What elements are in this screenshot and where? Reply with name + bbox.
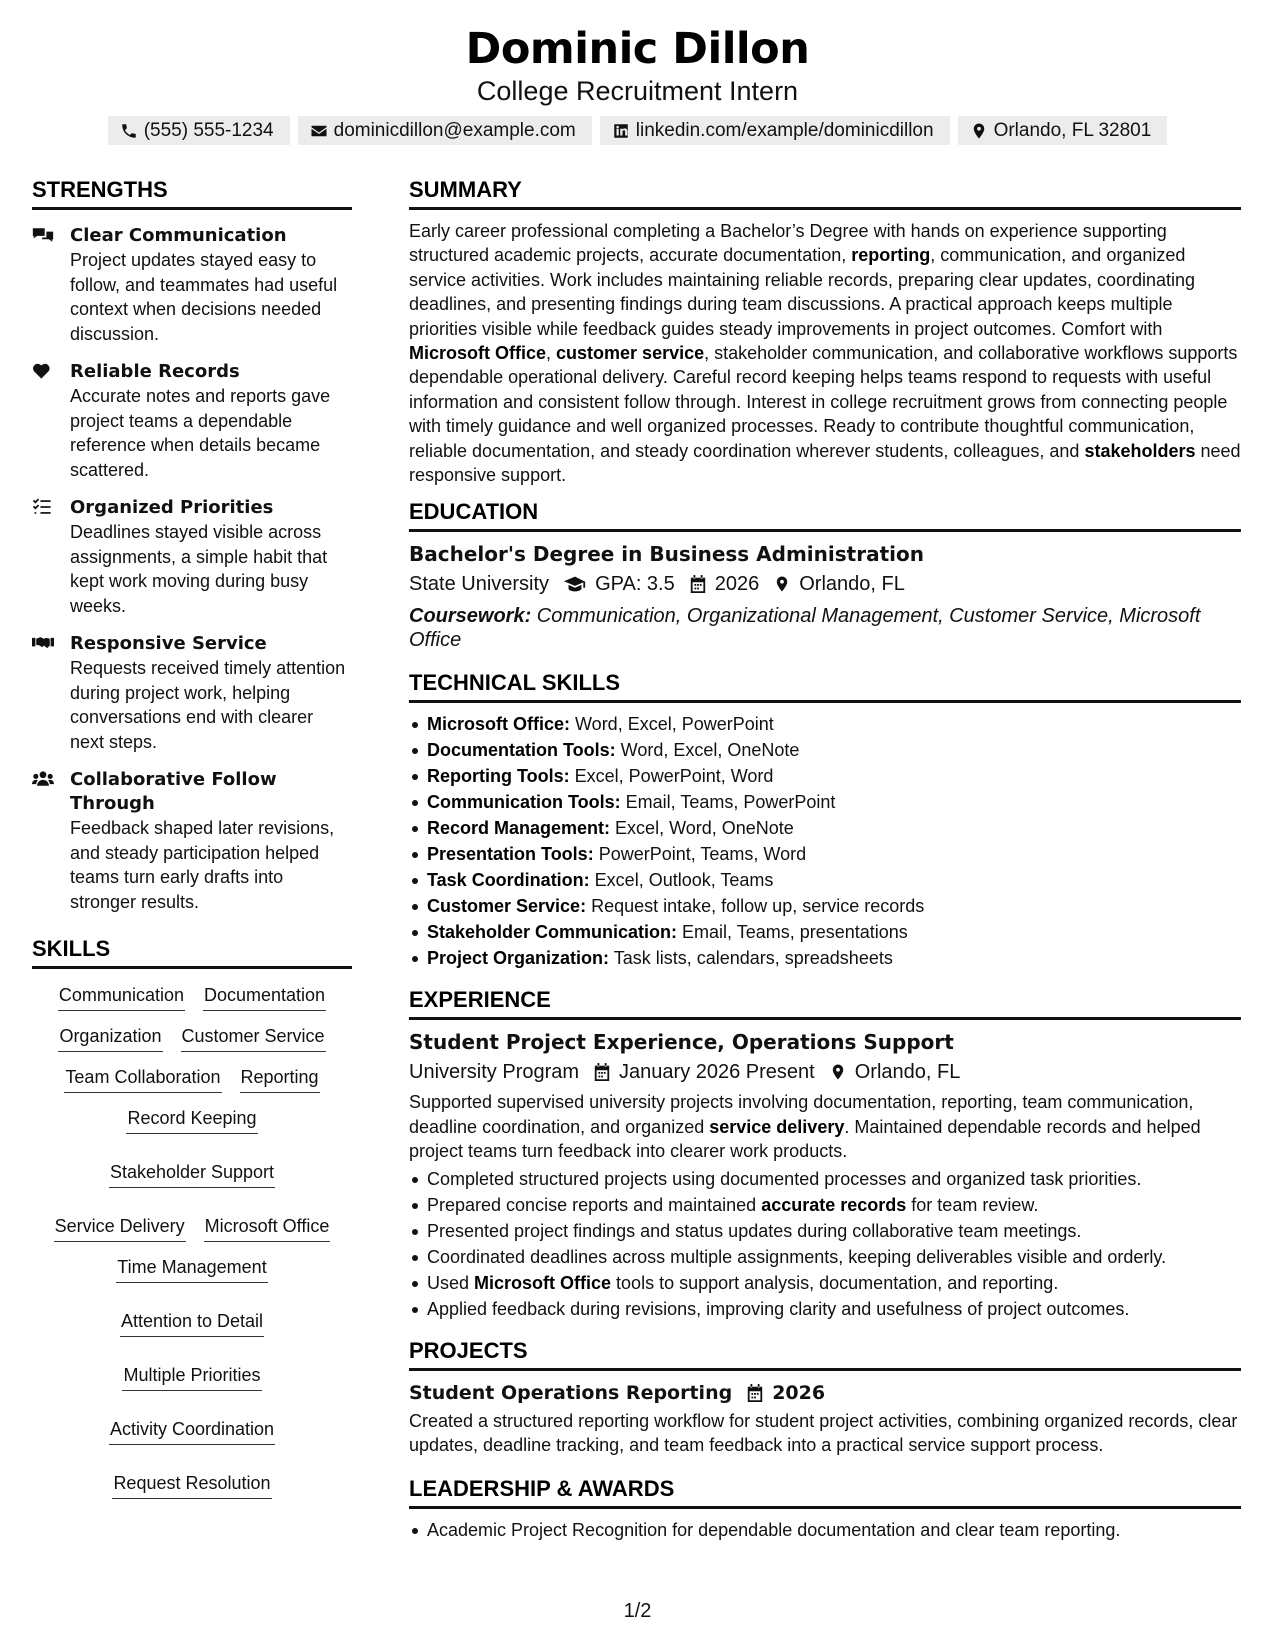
list-item — [409, 867, 1241, 893]
list-item — [409, 711, 1241, 737]
list-item — [409, 841, 1241, 867]
contact-text: (555) 555-1234 — [143, 119, 274, 141]
experience-location: Orlando, FL — [854, 1061, 961, 1084]
project-year: 2026 — [772, 1381, 826, 1404]
list-item — [409, 1244, 1241, 1270]
contact-text: dominicdillon@example.com — [333, 119, 576, 141]
list-item — [409, 1218, 1241, 1244]
tech-skill-label: Presentation Tools: — [427, 844, 594, 865]
skill-tag: Request Resolution — [112, 1471, 271, 1499]
skill-tag: Communication — [58, 983, 185, 1011]
organization: University Program — [409, 1061, 580, 1084]
page-number: 1/2 — [623, 1600, 652, 1622]
skill-tag: Stakeholder Support — [109, 1160, 275, 1188]
summary-part-bold: customer service — [556, 343, 705, 364]
graduation-year: 2026 — [714, 573, 760, 596]
contact-phone[interactable] — [108, 116, 290, 145]
left-column — [32, 175, 352, 1499]
experience-bullets — [409, 1166, 1241, 1322]
calendar-icon — [746, 1383, 764, 1403]
bullet-bold: accurate records — [761, 1194, 907, 1215]
technical-skills-heading: TECHNICAL SKILLS — [409, 668, 1241, 703]
tech-skill-label: Record Management: — [427, 818, 611, 839]
bullet-text: Coordinated deadlines across multiple assignments, keeping deliverables visible and orderly. — [427, 1246, 1167, 1267]
skill-tag: Reporting — [240, 1065, 320, 1093]
strength-desc: Feedback shaped later revisions, and steady participation helped teams turn early drafts into stronger results. — [70, 818, 335, 912]
calendar-icon — [689, 574, 707, 594]
tech-skill-value: Request intake, follow up, service records — [586, 896, 925, 917]
strength-desc: Accurate notes and reports gave project teams a dependable reference when details became scattered. — [70, 386, 331, 480]
tech-skill-label: Documentation Tools: — [427, 740, 616, 761]
strengths-heading: STRENGTHS — [32, 175, 352, 210]
experience-meta — [409, 1058, 1241, 1086]
tech-skill-value: PowerPoint, Teams, Word — [593, 844, 807, 865]
tech-skill-value: Excel, Word, OneNote — [610, 818, 794, 839]
summary-part-bold: Microsoft Office — [409, 343, 547, 364]
summary-heading: SUMMARY — [409, 175, 1241, 210]
technical-skills-list — [409, 711, 1241, 971]
envelope-icon — [310, 122, 328, 140]
skill-tag: Microsoft Office — [204, 1214, 331, 1242]
tech-skill-value: Task lists, calendars, spreadsheets — [609, 948, 893, 969]
education-heading: EDUCATION — [409, 497, 1241, 532]
summary-part: Early career professional completing a Bachelor’s Degree with hands on experience supporting structured academic projects, accurate documentation, — [409, 221, 1167, 266]
tech-skill-value: Email, Teams, presentations — [677, 922, 908, 943]
experience-heading: EXPERIENCE — [409, 985, 1241, 1020]
right-column — [409, 175, 1241, 1543]
strength-item — [32, 224, 352, 346]
coursework-list: Communication, Organizational Management, Customer Service, Microsoft Office — [409, 605, 1201, 652]
bullet-text: Applied feedback during revisions, improving clarity and usefulness of project outcomes. — [427, 1298, 1130, 1319]
skill-tag: Documentation — [203, 983, 326, 1011]
summary-part: , — [546, 343, 557, 364]
tech-skill-label: Customer Service: — [427, 896, 587, 917]
coursework — [409, 604, 1241, 652]
skills-list — [32, 983, 352, 1499]
linkedin-icon — [612, 122, 630, 140]
summary-part: need responsive support. — [409, 440, 1241, 486]
bullet-text: tools to support analysis, documentation, and reporting. — [611, 1272, 1059, 1293]
bullet-text: Presented project findings and status updates during collaborative team meetings. — [427, 1220, 1082, 1241]
list-item — [409, 1296, 1241, 1322]
graduation-cap-icon — [563, 574, 587, 594]
strength-item — [32, 496, 352, 618]
list-item — [409, 763, 1241, 789]
strength-title: Responsive Service — [70, 633, 267, 654]
summary-part-bold: reporting — [851, 245, 931, 266]
leadership-heading: LEADERSHIP & AWARDS — [409, 1474, 1241, 1509]
school-name: State University — [409, 573, 550, 596]
chat-bubbles-icon — [32, 226, 54, 244]
tech-skill-value: Word, Excel, OneNote — [615, 740, 800, 761]
tech-skill-label: Task Coordination: — [427, 870, 590, 891]
tech-skill-value: Word, Excel, PowerPoint — [570, 714, 774, 735]
skill-tag: Team Collaboration — [64, 1065, 221, 1093]
tech-skill-value: Excel, Outlook, Teams — [589, 870, 774, 891]
tech-skill-label: Microsoft Office: — [427, 714, 571, 735]
contact-linkedin[interactable] — [600, 116, 950, 145]
leadership-list — [409, 1517, 1241, 1543]
list-item — [409, 1166, 1241, 1192]
list-item: Academic Project Recognition for dependable documentation and clear team reporting. — [409, 1517, 1241, 1543]
summary-part-bold: stakeholders — [1084, 440, 1196, 461]
candidate-name: Dominic Dillon — [465, 24, 810, 74]
intro-part: Supported supervised university projects involving documentation, reporting, team communication, deadline coordination, and organized — [409, 1092, 1194, 1137]
strength-item — [32, 632, 352, 754]
list-item — [409, 1192, 1241, 1218]
project-title: Student Operations Reporting — [409, 1381, 733, 1404]
contact-text: Orlando, FL 32801 — [993, 119, 1152, 141]
project-desc: Created a structured reporting workflow for student project activities, combining organized records, clear updates, deadline tracking, and team feedback into a practical service support process. — [409, 1410, 1238, 1456]
bullet-text: Completed structured projects using documented processes and organized task priorities. — [427, 1168, 1142, 1189]
skill-tag: Service Delivery — [54, 1214, 186, 1242]
list-item — [409, 919, 1241, 945]
list-item — [409, 893, 1241, 919]
tech-skill-value: Email, Teams, PowerPoint — [620, 792, 836, 813]
tech-skill-label: Reporting Tools: — [427, 766, 570, 787]
projects-heading: PROJECTS — [409, 1336, 1241, 1371]
strength-title: Reliable Records — [70, 361, 240, 382]
contact-text: linkedin.com/example/dominicdillon — [635, 119, 934, 141]
strength-title: Clear Communication — [70, 225, 287, 246]
list-item — [409, 737, 1241, 763]
role-title: Student Project Experience, Operations Support — [409, 1030, 954, 1055]
list-item — [409, 815, 1241, 841]
tech-skill-value: Excel, PowerPoint, Word — [569, 766, 774, 787]
contact-location[interactable] — [958, 116, 1168, 145]
users-icon — [32, 770, 54, 788]
phone-icon — [120, 122, 138, 140]
summary-part: , communication, and organized service activities. Work includes maintaining reliable records, preparing clear updates, coordinating deadlines, and presenting findings during team discussions. A practical approach keeps multiple priorities visible while feedback guides steady improvements in project outcomes. Comfort with — [409, 245, 1196, 339]
skill-tag: Record Keeping — [126, 1106, 257, 1134]
contact-bar — [0, 116, 1275, 145]
education-meta — [409, 570, 1241, 598]
calendar-icon — [593, 1062, 611, 1082]
resume-header — [0, 22, 1275, 145]
intro-part: . Maintained dependable records and helped project teams turn feedback into clearer work products. — [409, 1116, 1201, 1162]
skill-tag: Time Management — [116, 1255, 267, 1283]
summary-text — [409, 219, 1241, 487]
coursework-label: Coursework: — [409, 605, 532, 628]
skills-heading: SKILLS — [32, 934, 352, 969]
strength-desc: Project updates stayed easy to follow, and teammates had useful context when decisions needed discussion. — [70, 250, 338, 344]
strength-item — [32, 360, 352, 482]
bullet-bold: Microsoft Office — [474, 1272, 612, 1293]
strength-item — [32, 768, 352, 914]
bullet-text: Prepared concise reports and maintained — [427, 1194, 762, 1215]
contact-email[interactable] — [298, 116, 592, 145]
project-title-row — [409, 1379, 1241, 1407]
map-pin-icon — [970, 122, 988, 140]
list-item — [409, 945, 1241, 971]
strength-desc: Deadlines stayed visible across assignments, a simple habit that kept work moving during busy weeks. — [70, 522, 328, 616]
gpa: GPA: 3.5 — [595, 573, 675, 596]
heart-icon — [32, 362, 54, 380]
skill-tag: Organization — [58, 1024, 162, 1052]
checklist-icon — [32, 498, 54, 516]
job-title: College Recruitment Intern — [476, 76, 799, 106]
skill-tag: Attention to Detail — [120, 1309, 264, 1337]
skill-tag: Customer Service — [181, 1024, 326, 1052]
strength-title: Organized Priorities — [70, 497, 274, 518]
degree-title: Bachelor's Degree in Business Administration — [409, 542, 924, 567]
list-item — [409, 1270, 1241, 1296]
strength-title: Collaborative Follow Through — [70, 769, 277, 814]
handshake-icon — [32, 634, 54, 652]
skill-tag: Multiple Priorities — [122, 1363, 261, 1391]
bullet-text: for team review. — [906, 1194, 1039, 1215]
tech-skill-label: Stakeholder Communication: — [427, 922, 678, 943]
summary-part: , stakeholder communication, and collaborative workflows supports dependable operational delivery. Careful record keeping helps teams respond to requests with useful information and consistent follow through. Interest in college recruitment grows from connecting people with timely guidance and well organized processes. Ready to contribute thoughtful communication, reliable documentation, and steady coordination wherever students, colleagues, and — [409, 343, 1238, 461]
intro-part-bold: service delivery — [709, 1116, 845, 1137]
map-pin-icon — [773, 574, 791, 594]
experience-intro — [409, 1090, 1241, 1163]
tech-skill-label: Project Organization: — [427, 948, 610, 969]
list-item — [409, 789, 1241, 815]
strength-desc: Requests received timely attention during project work, helping conversations end with clearer next steps. — [70, 658, 346, 752]
experience-dates: January 2026 Present — [619, 1061, 815, 1084]
skill-tag: Activity Coordination — [109, 1417, 275, 1445]
bullet-text: Used — [427, 1272, 475, 1293]
education-location: Orlando, FL — [799, 573, 905, 596]
tech-skill-label: Communication Tools: — [427, 792, 621, 813]
map-pin-icon — [829, 1062, 847, 1082]
